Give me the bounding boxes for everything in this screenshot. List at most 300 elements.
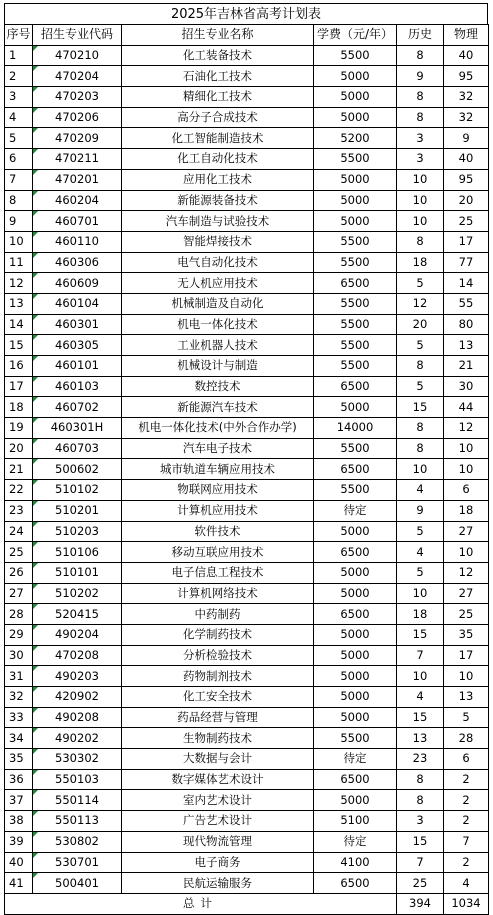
row-index: 21 — [5, 459, 33, 480]
major-code: 460103 — [33, 376, 122, 397]
physics-count: 12 — [444, 562, 489, 583]
tuition: 5500 — [314, 480, 397, 501]
history-count: 20 — [397, 314, 444, 335]
history-count: 3 — [397, 128, 444, 149]
table-row — [5, 666, 489, 687]
row-index: 10 — [5, 231, 33, 252]
history-count: 8 — [397, 231, 444, 252]
tuition: 6500 — [314, 769, 397, 790]
row-index: 34 — [5, 728, 33, 749]
physics-count: 25 — [444, 211, 489, 232]
physics-count: 35 — [444, 624, 489, 645]
row-index: 37 — [5, 790, 33, 811]
table-row — [5, 397, 489, 418]
physics-count: 14 — [444, 273, 489, 294]
table-row — [5, 149, 489, 170]
history-count: 10 — [397, 211, 444, 232]
major-name: 数控技术 — [122, 376, 314, 397]
row-index: 1 — [5, 45, 33, 66]
table-row — [5, 500, 489, 521]
row-index: 3 — [5, 87, 33, 108]
physics-count: 7 — [444, 831, 489, 852]
tuition: 待定 — [314, 500, 397, 521]
header-code: 招生专业代码 — [33, 25, 122, 46]
major-name: 机械制造及自动化 — [122, 293, 314, 314]
header-row — [5, 25, 489, 46]
tuition: 5000 — [314, 645, 397, 666]
row-index: 40 — [5, 852, 33, 873]
physics-count: 13 — [444, 687, 489, 708]
table-row — [5, 231, 489, 252]
tuition: 5200 — [314, 128, 397, 149]
major-code: 460301H — [33, 418, 122, 439]
row-index: 38 — [5, 811, 33, 832]
major-code: 460701 — [33, 211, 122, 232]
tuition: 5000 — [314, 790, 397, 811]
major-code: 530802 — [33, 831, 122, 852]
major-name: 石油化工技术 — [122, 66, 314, 87]
history-count: 5 — [397, 521, 444, 542]
table-row — [5, 707, 489, 728]
row-index: 6 — [5, 149, 33, 170]
row-index: 9 — [5, 211, 33, 232]
major-code: 510202 — [33, 583, 122, 604]
tuition: 5000 — [314, 66, 397, 87]
major-code: 460101 — [33, 356, 122, 377]
major-name: 计算机网络技术 — [122, 583, 314, 604]
history-count: 15 — [397, 397, 444, 418]
physics-count: 2 — [444, 769, 489, 790]
history-count: 9 — [397, 500, 444, 521]
tuition: 14000 — [314, 418, 397, 439]
tuition: 6500 — [314, 376, 397, 397]
major-name: 化工自动化技术 — [122, 149, 314, 170]
major-code: 550113 — [33, 811, 122, 832]
physics-count: 17 — [444, 231, 489, 252]
row-index: 5 — [5, 128, 33, 149]
major-name: 机电一体化技术 — [122, 314, 314, 335]
history-count: 8 — [397, 438, 444, 459]
table-title: 2025年吉林省高考计划表 — [4, 3, 488, 24]
history-count: 18 — [397, 252, 444, 273]
history-count: 8 — [397, 45, 444, 66]
physics-count: 10 — [444, 438, 489, 459]
major-code: 460110 — [33, 231, 122, 252]
physics-count: 44 — [444, 397, 489, 418]
table-row — [5, 418, 489, 439]
tuition: 5500 — [314, 438, 397, 459]
history-count: 8 — [397, 790, 444, 811]
tuition: 5500 — [314, 314, 397, 335]
tuition: 5000 — [314, 169, 397, 190]
physics-count: 17 — [444, 645, 489, 666]
major-code: 530701 — [33, 852, 122, 873]
physics-count: 10 — [444, 542, 489, 563]
major-name: 大数据与会计 — [122, 749, 314, 770]
history-count: 4 — [397, 687, 444, 708]
history-count: 8 — [397, 107, 444, 128]
row-index: 26 — [5, 562, 33, 583]
physics-count: 28 — [444, 728, 489, 749]
table-row — [5, 728, 489, 749]
major-code: 510201 — [33, 500, 122, 521]
table-row — [5, 190, 489, 211]
major-code: 490202 — [33, 728, 122, 749]
major-code: 550114 — [33, 790, 122, 811]
table-row — [5, 107, 489, 128]
history-count: 13 — [397, 728, 444, 749]
table-row — [5, 852, 489, 873]
tuition: 5000 — [314, 624, 397, 645]
history-count: 25 — [397, 873, 444, 894]
physics-count: 5 — [444, 707, 489, 728]
history-count: 3 — [397, 811, 444, 832]
history-count: 3 — [397, 149, 444, 170]
tuition: 6500 — [314, 604, 397, 625]
tuition: 待定 — [314, 831, 397, 852]
tuition: 5000 — [314, 107, 397, 128]
history-count: 15 — [397, 831, 444, 852]
table-row — [5, 687, 489, 708]
major-name: 城市轨道车辆应用技术 — [122, 459, 314, 480]
history-count: 4 — [397, 542, 444, 563]
table-row — [5, 624, 489, 645]
major-name: 电子商务 — [122, 852, 314, 873]
row-index: 41 — [5, 873, 33, 894]
tuition: 5000 — [314, 211, 397, 232]
major-name: 应用化工技术 — [122, 169, 314, 190]
major-name: 高分子合成技术 — [122, 107, 314, 128]
table-row — [5, 45, 489, 66]
major-code: 520415 — [33, 604, 122, 625]
row-index: 25 — [5, 542, 33, 563]
row-index: 8 — [5, 190, 33, 211]
row-index: 14 — [5, 314, 33, 335]
table-row — [5, 293, 489, 314]
row-index: 31 — [5, 666, 33, 687]
tuition: 5500 — [314, 231, 397, 252]
physics-count: 4 — [444, 873, 489, 894]
table-row — [5, 66, 489, 87]
major-code: 470209 — [33, 128, 122, 149]
history-count: 10 — [397, 190, 444, 211]
major-code: 460204 — [33, 190, 122, 211]
major-name: 机电一体化技术(中外合作办学) — [122, 418, 314, 439]
tuition: 5000 — [314, 666, 397, 687]
history-count: 10 — [397, 169, 444, 190]
total-physics: 1034 — [444, 893, 489, 914]
total-history: 394 — [397, 893, 444, 914]
physics-count: 9 — [444, 128, 489, 149]
tuition: 6500 — [314, 273, 397, 294]
major-code: 460609 — [33, 273, 122, 294]
major-name: 智能焊接技术 — [122, 231, 314, 252]
major-code: 490208 — [33, 707, 122, 728]
row-index: 35 — [5, 749, 33, 770]
major-code: 510101 — [33, 562, 122, 583]
tuition: 5500 — [314, 335, 397, 356]
major-code: 470208 — [33, 645, 122, 666]
history-count: 4 — [397, 480, 444, 501]
history-count: 10 — [397, 459, 444, 480]
major-name: 精细化工技术 — [122, 87, 314, 108]
major-name: 电子信息工程技术 — [122, 562, 314, 583]
physics-count: 12 — [444, 418, 489, 439]
tuition: 5100 — [314, 811, 397, 832]
header-major: 招生专业名称 — [122, 25, 314, 46]
major-name: 新能源装备技术 — [122, 190, 314, 211]
physics-count: 2 — [444, 811, 489, 832]
row-index: 18 — [5, 397, 33, 418]
major-name: 软件技术 — [122, 521, 314, 542]
table-row — [5, 252, 489, 273]
row-index: 11 — [5, 252, 33, 273]
physics-count: 40 — [444, 149, 489, 170]
major-name: 室内艺术设计 — [122, 790, 314, 811]
major-code: 490203 — [33, 666, 122, 687]
table-row — [5, 749, 489, 770]
physics-count: 6 — [444, 480, 489, 501]
row-index: 36 — [5, 769, 33, 790]
major-code: 510106 — [33, 542, 122, 563]
table-row — [5, 480, 489, 501]
physics-count: 27 — [444, 583, 489, 604]
major-name: 分析检验技术 — [122, 645, 314, 666]
major-code: 490204 — [33, 624, 122, 645]
major-name: 民航运输服务 — [122, 873, 314, 894]
major-code: 460702 — [33, 397, 122, 418]
major-code: 460703 — [33, 438, 122, 459]
major-name: 汽车制造与试验技术 — [122, 211, 314, 232]
tuition: 6500 — [314, 873, 397, 894]
history-count: 5 — [397, 562, 444, 583]
table-row — [5, 376, 489, 397]
table-row — [5, 459, 489, 480]
tuition: 5500 — [314, 149, 397, 170]
physics-count: 2 — [444, 852, 489, 873]
history-count: 10 — [397, 583, 444, 604]
physics-count: 95 — [444, 169, 489, 190]
history-count: 5 — [397, 273, 444, 294]
total-label: 总计 — [5, 893, 397, 914]
history-count: 9 — [397, 66, 444, 87]
history-count: 7 — [397, 645, 444, 666]
table-row — [5, 604, 489, 625]
major-name: 现代物流管理 — [122, 831, 314, 852]
header-tuition: 学费（元/年） — [314, 25, 397, 46]
history-count: 23 — [397, 749, 444, 770]
major-name: 新能源汽车技术 — [122, 397, 314, 418]
tuition: 5000 — [314, 707, 397, 728]
physics-count: 6 — [444, 749, 489, 770]
history-count: 15 — [397, 624, 444, 645]
table-row — [5, 211, 489, 232]
major-name: 数字媒体艺术设计 — [122, 769, 314, 790]
table-row — [5, 562, 489, 583]
major-code: 530302 — [33, 749, 122, 770]
physics-count: 10 — [444, 666, 489, 687]
history-count: 15 — [397, 707, 444, 728]
major-code: 470201 — [33, 169, 122, 190]
row-index: 7 — [5, 169, 33, 190]
physics-count: 80 — [444, 314, 489, 335]
row-index: 27 — [5, 583, 33, 604]
history-count: 7 — [397, 852, 444, 873]
major-code: 470206 — [33, 107, 122, 128]
tuition: 5500 — [314, 728, 397, 749]
major-name: 汽车电子技术 — [122, 438, 314, 459]
history-count: 12 — [397, 293, 444, 314]
major-code: 470203 — [33, 87, 122, 108]
history-count: 18 — [397, 604, 444, 625]
major-code: 460305 — [33, 335, 122, 356]
physics-count: 2 — [444, 790, 489, 811]
header-history: 历史 — [397, 25, 444, 46]
plan-table — [4, 24, 489, 915]
history-count: 8 — [397, 87, 444, 108]
row-index: 19 — [5, 418, 33, 439]
physics-count: 55 — [444, 293, 489, 314]
row-index: 24 — [5, 521, 33, 542]
row-index: 22 — [5, 480, 33, 501]
row-index: 32 — [5, 687, 33, 708]
major-name: 生物制药技术 — [122, 728, 314, 749]
major-code: 470204 — [33, 66, 122, 87]
major-name: 化学制药技术 — [122, 624, 314, 645]
physics-count: 21 — [444, 356, 489, 377]
tuition: 5500 — [314, 252, 397, 273]
major-name: 机械设计与制造 — [122, 356, 314, 377]
row-index: 23 — [5, 500, 33, 521]
physics-count: 10 — [444, 459, 489, 480]
table-row — [5, 169, 489, 190]
table-row — [5, 583, 489, 604]
major-code: 510102 — [33, 480, 122, 501]
major-name: 化工安全技术 — [122, 687, 314, 708]
history-count: 8 — [397, 356, 444, 377]
major-name: 药品经营与管理 — [122, 707, 314, 728]
table-row — [5, 542, 489, 563]
major-name: 电气自动化技术 — [122, 252, 314, 273]
table-row — [5, 335, 489, 356]
table-row — [5, 356, 489, 377]
physics-count: 27 — [444, 521, 489, 542]
major-code: 420902 — [33, 687, 122, 708]
row-index: 12 — [5, 273, 33, 294]
major-code: 550103 — [33, 769, 122, 790]
total-row — [5, 893, 489, 914]
major-code: 460104 — [33, 293, 122, 314]
plan-sheet — [4, 3, 488, 915]
major-code: 500401 — [33, 873, 122, 894]
header-index: 序号 — [5, 25, 33, 46]
row-index: 39 — [5, 831, 33, 852]
major-code: 470211 — [33, 149, 122, 170]
table-row — [5, 521, 489, 542]
row-index: 20 — [5, 438, 33, 459]
major-name: 物联网应用技术 — [122, 480, 314, 501]
table-row — [5, 811, 489, 832]
table-row — [5, 831, 489, 852]
major-code: 460301 — [33, 314, 122, 335]
history-count: 10 — [397, 666, 444, 687]
major-name: 化工智能制造技术 — [122, 128, 314, 149]
tuition: 6500 — [314, 459, 397, 480]
physics-count: 13 — [444, 335, 489, 356]
tuition: 5000 — [314, 687, 397, 708]
major-name: 无人机应用技术 — [122, 273, 314, 294]
table-row — [5, 314, 489, 335]
major-name: 计算机应用技术 — [122, 500, 314, 521]
table-row — [5, 790, 489, 811]
physics-count: 32 — [444, 87, 489, 108]
tuition: 5500 — [314, 45, 397, 66]
major-name: 药物制剂技术 — [122, 666, 314, 687]
physics-count: 40 — [444, 45, 489, 66]
physics-count: 18 — [444, 500, 489, 521]
major-name: 化工装备技术 — [122, 45, 314, 66]
major-name: 中药制药 — [122, 604, 314, 625]
major-code: 510203 — [33, 521, 122, 542]
physics-count: 25 — [444, 604, 489, 625]
row-index: 15 — [5, 335, 33, 356]
tuition: 5000 — [314, 521, 397, 542]
row-index: 16 — [5, 356, 33, 377]
tuition: 5000 — [314, 190, 397, 211]
header-physics: 物理 — [444, 25, 489, 46]
tuition: 6500 — [314, 542, 397, 563]
table-row — [5, 438, 489, 459]
physics-count: 30 — [444, 376, 489, 397]
tuition: 5500 — [314, 356, 397, 377]
major-code: 460306 — [33, 252, 122, 273]
tuition: 5000 — [314, 583, 397, 604]
row-index: 13 — [5, 293, 33, 314]
history-count: 5 — [397, 335, 444, 356]
row-index: 4 — [5, 107, 33, 128]
physics-count: 95 — [444, 66, 489, 87]
row-index: 29 — [5, 624, 33, 645]
row-index: 33 — [5, 707, 33, 728]
table-row — [5, 128, 489, 149]
table-row — [5, 769, 489, 790]
row-index: 2 — [5, 66, 33, 87]
tuition: 待定 — [314, 749, 397, 770]
tuition: 5000 — [314, 87, 397, 108]
row-index: 28 — [5, 604, 33, 625]
tuition: 4100 — [314, 852, 397, 873]
row-index: 17 — [5, 376, 33, 397]
major-name: 移动互联应用技术 — [122, 542, 314, 563]
table-row — [5, 645, 489, 666]
tuition: 5000 — [314, 562, 397, 583]
table-row — [5, 87, 489, 108]
table-row — [5, 873, 489, 894]
tuition: 5500 — [314, 293, 397, 314]
physics-count: 77 — [444, 252, 489, 273]
major-code: 470210 — [33, 45, 122, 66]
history-count: 8 — [397, 769, 444, 790]
major-code: 500602 — [33, 459, 122, 480]
tuition: 5000 — [314, 397, 397, 418]
row-index: 30 — [5, 645, 33, 666]
history-count: 5 — [397, 376, 444, 397]
history-count: 8 — [397, 418, 444, 439]
major-name: 广告艺术设计 — [122, 811, 314, 832]
table-row — [5, 273, 489, 294]
physics-count: 32 — [444, 107, 489, 128]
major-name: 工业机器人技术 — [122, 335, 314, 356]
